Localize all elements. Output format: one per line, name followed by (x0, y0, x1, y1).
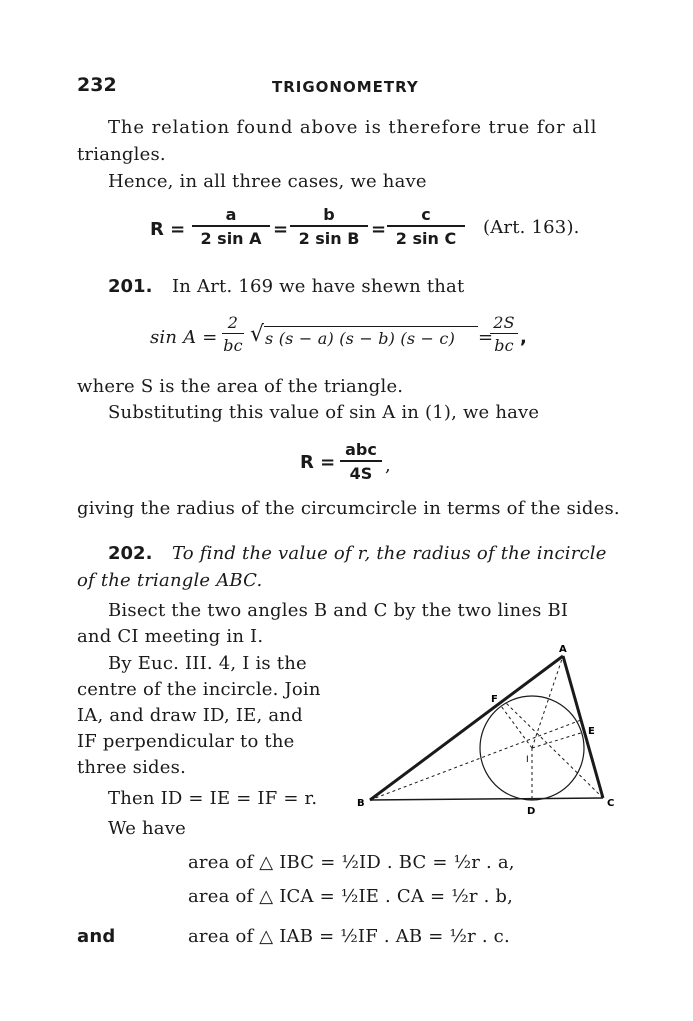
formula-lhs: R = (150, 219, 186, 240)
text-line: Hence, in all three cases, we have (108, 171, 427, 192)
fraction (290, 205, 368, 248)
side-bc (370, 798, 603, 800)
fraction (387, 205, 465, 248)
formula-lhs: sin A = (150, 327, 218, 348)
side-ac (563, 656, 603, 798)
label-b: B (357, 798, 365, 809)
fraction-numerator: a (192, 205, 270, 227)
fraction (340, 440, 382, 483)
fraction-numerator: 2 (222, 313, 244, 334)
area-equation: area of △ ICA = ½IE . CA = ½r . b, (188, 886, 514, 907)
article-number: 202. (108, 543, 153, 564)
running-title: TRIGONOMETRY (272, 78, 419, 96)
text-line: Then ID = IE = IF = r. (108, 788, 318, 809)
text-line: The relation found above is therefore true for all (108, 117, 598, 138)
radical-bar (264, 326, 478, 327)
text-line: centre of the incircle. Join (77, 679, 321, 700)
fraction-denominator: bc (494, 336, 514, 355)
fraction (192, 205, 270, 248)
fraction (222, 313, 244, 355)
side-ab (370, 656, 563, 800)
radical-sign: √ (250, 322, 265, 347)
bisector-b (370, 720, 581, 800)
fraction-numerator: 2S (490, 313, 518, 334)
label-d: D (527, 806, 536, 817)
area-equation: area of △ IAB = ½IF . AB = ½r . c. (188, 926, 510, 947)
comma: , (520, 327, 528, 348)
label-f: F (491, 694, 498, 705)
label-e: E (588, 726, 595, 737)
text-line: Bisect the two angles B and C by the two lines BI (108, 600, 569, 621)
area-equation: area of △ IBC = ½ID . BC = ½r . a, (188, 852, 515, 873)
page-number: 232 (77, 74, 117, 96)
fraction (490, 313, 518, 355)
text-line: giving the radius of the circumcircle in terms of the sides. (77, 498, 620, 519)
text-line: IF perpendicular to the (77, 731, 295, 752)
fraction-denominator: 2 sin A (200, 229, 262, 248)
text-line: IA, and draw ID, IE, and (77, 705, 303, 726)
line-if (501, 706, 532, 748)
text-line: triangles. (77, 144, 166, 165)
fraction-denominator: bc (223, 336, 243, 355)
line-ie (532, 732, 584, 748)
formula-lhs: R = (300, 452, 336, 473)
text-line: and CI meeting in I. (77, 626, 264, 647)
label-i: I (526, 755, 529, 765)
fraction-denominator: 2 sin C (395, 229, 457, 248)
fraction-denominator: 4S (349, 464, 373, 483)
article-reference: (Art. 163). (483, 217, 580, 238)
fraction-numerator: abc (340, 440, 382, 462)
equals-sign: = (371, 219, 387, 240)
text-line: We have (108, 818, 186, 839)
article-title: of the triangle ABC. (77, 570, 263, 591)
radicand: s (s − a) (s − b) (s − c) (265, 329, 456, 348)
incircle-figure (355, 640, 625, 820)
label-c: C (607, 798, 615, 809)
text-line: In Art. 169 we have shewn that (172, 276, 465, 297)
article-number: 201. (108, 276, 153, 297)
fraction-denominator: 2 sin B (298, 229, 360, 248)
and-label: and (77, 926, 116, 947)
comma: , (385, 455, 391, 476)
label-a: A (559, 644, 567, 655)
line-ia (532, 656, 563, 748)
equals-sign: = (273, 219, 289, 240)
fraction-numerator: b (290, 205, 368, 227)
fraction-numerator: c (387, 205, 465, 227)
article-title: To find the value of r, the radius of the incircle (172, 543, 607, 564)
text-line: where S is the area of the triangle. (77, 376, 404, 397)
equals-sign: = (478, 327, 494, 348)
text-line: By Euc. III. 4, I is the (108, 653, 307, 674)
text-line: three sides. (77, 757, 186, 778)
text-line: Substituting this value of sin A in (1), we have (108, 402, 540, 423)
